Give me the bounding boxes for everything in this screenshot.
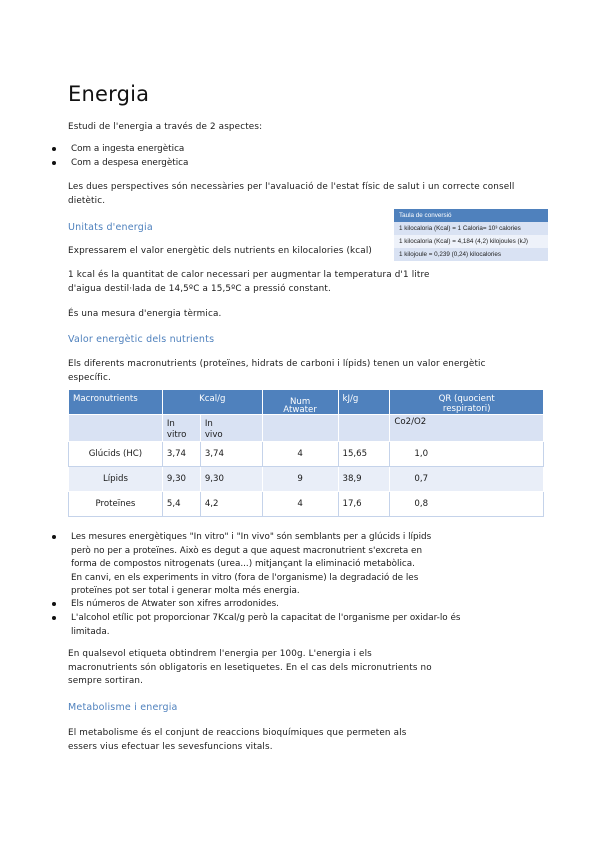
section-heading-metabolism: Metabolisme i energia: [68, 702, 178, 713]
bullet-icon: [52, 602, 56, 606]
table-row: Glúcids (HC) 3,74 3,74 4 15,65 1,0: [69, 442, 544, 467]
column-header-kj: kJ/g: [342, 394, 359, 404]
note-alcohol: L'alcohol etílic pot proporcionar 7Kcal/g però la capacitat de l'organisme per oxidar-lo és limitada.: [71, 613, 461, 637]
intro-text: Estudi de l'energia a través de 2 aspectes:: [68, 122, 263, 132]
bullet-icon: [52, 616, 56, 620]
kcal-definition: 1 kcal és la quantitat de calor necessari per augmentar la temperatura d'1 litre d'aigua destil·lada de 14,5ºC a 15,5ºC a pressió constant.: [68, 270, 430, 294]
column-header-qr: QR (quocient respiratori): [438, 394, 495, 414]
thermal-text: És una mesura d'energia tèrmica.: [68, 309, 222, 319]
conversion-row: 1 kilojoule = 0,239 (0,24) kilocalories: [394, 248, 548, 261]
section-heading-nutrients: Valor energètic dels nutrients: [68, 334, 215, 345]
labels-paragraph: En qualsevol etiqueta obtindrem l'energia per 100g. L'energia i els macronutrients són obligatoris en lesetiquetes. En el cas dels micronutrients no sempre sortiran.: [68, 649, 432, 686]
subheader-in-vivo: In vivo: [204, 419, 223, 440]
column-header-kcal: Kcal/g: [199, 394, 226, 404]
section-heading-units: Unitats d'energia: [68, 222, 153, 233]
column-header-macronutrients: Macronutrients: [73, 394, 138, 404]
perspectives-paragraph: Les dues perspectives són necessàries per l'avaluació de l'estat físic de salut i un correcte consell dietètic.: [68, 182, 515, 206]
subheader-in-vitro: In vitro: [166, 419, 187, 440]
note-atwater: Els números de Atwater son xifres arrodonides.: [71, 599, 279, 609]
table-row: Lípids 9,30 9,30 9 38,9 0,7: [69, 467, 544, 492]
table-subheader-row: [69, 415, 544, 442]
conversion-table-title: Taula de conversió: [394, 209, 548, 222]
bullet-icon: [52, 161, 56, 165]
page-title: Energia: [68, 82, 150, 106]
conversion-row: 1 kilocaloria (Kcal) = 1 Caloria= 10³ calories: [394, 222, 548, 235]
document-page: Energia Estudi de l'energia a través de 2 aspectes: Com a ingesta energètica Com a despesa energètica Les dues perspectives són necessàries per l'avaluació de l'estat físic de salut i un correcte consell dietètic. Unitats d'energia Taula de conversió 1 kilocaloria (Kcal) = 1 Caloria= 10³ calories 1 kilocaloria (Kcal) = 4,184 (4,2) kilojoules (kJ) 1 kilojoule = 0,239 (0,24) kilocalories Expressarem el valor energètic dels nutrients en kilocalories (kcal) 1 kcal és la quantitat de calor necessari per augmentar la temperatura d'1 litre d'aigua destil·lada de 14,5ºC a 15,5ºC a pressió constant. És una mesura d'energia tèrmica. Valor energètic dels nutrients Els diferents macronutrients (proteïnes, hidrats de carboni i lípids) tenen un valor energètic específic. Macronutrients Kcal/g Num Atwater kJ/g QR (quocient respiratori) In vitro In vivo Co2/O2 Glúcids (HC) 3,74 3,74 4 15,65 1,0 Lípids 9,30 9,30 9 38,9 0,7 Proteïnes 5,4 4,2 4 17,6 0,8 Les mesures energètiques "In vitro" i "In vivo" són semblants per a glúcids i lípids però no per a proteïnes. Això es degut a que aquest macronutrient s'excreta en forma de compostos nitrogenats (urea...) mitjançant la eliminació metabòlica. En canvi, en els experiments in vitro (fora de l'organisme) la degradació de les proteïnes pot ser total i generar molta més energia. Els números de Atwater son xifres arrodonides. L'alcohol etílic pot proporcionar 7Kcal/g però la capacitat de l'organisme per oxidar-lo és limitada. En qualsevol etiqueta obtindrem l'energia per 100g. L'energia i els macronutrients són obligatoris en lesetiquetes. En el cas dels micronutrients no sempre sortiran. Metabolisme i energia El metabolisme és el conjunt de reaccions bioquímiques que permeten als essers vius efectuar les sevesfuncions vitals.: [0, 0, 600, 848]
table-header-row: [69, 390, 544, 415]
column-header-atwater: Num Atwater: [283, 397, 317, 415]
units-express-text: Expressarem el valor energètic dels nutrients en kilocalories (kcal): [68, 246, 372, 256]
metabolism-text: El metabolisme és el conjunt de reaccions bioquímiques que permeten als essers vius efectuar les sevesfuncions vitals.: [68, 728, 407, 752]
nutrients-description: Els diferents macronutrients (proteïnes, hidrats de carboni i lípids) tenen un valor energètic específic.: [68, 359, 486, 383]
conversion-table: [394, 209, 548, 261]
bullet-icon: [52, 147, 56, 151]
macronutrients-table: [68, 389, 544, 517]
table-row: Proteïnes 5,4 4,2 4 17,6 0,8: [69, 492, 544, 517]
note-in-vitro-vivo: Les mesures energètiques "In vitro" i "In vivo" són semblants per a glúcids i lípids però no per a proteïnes. Això es degut a que aquest macronutrient s'excreta en forma de compostos nitrogenats (urea...) mitjançant la eliminació metabòlica. En canvi, en els experiments in vitro (fora de l'organisme) la degradació de les proteïnes pot ser total i generar molta més energia.: [71, 532, 432, 596]
list-item: [52, 531, 552, 601]
subheader-qr-formula: Co2/O2: [394, 417, 427, 427]
conversion-row: 1 kilocaloria (Kcal) = 4,184 (4,2) kilojoules (kJ): [394, 235, 548, 248]
bullet-icon: [52, 535, 56, 539]
